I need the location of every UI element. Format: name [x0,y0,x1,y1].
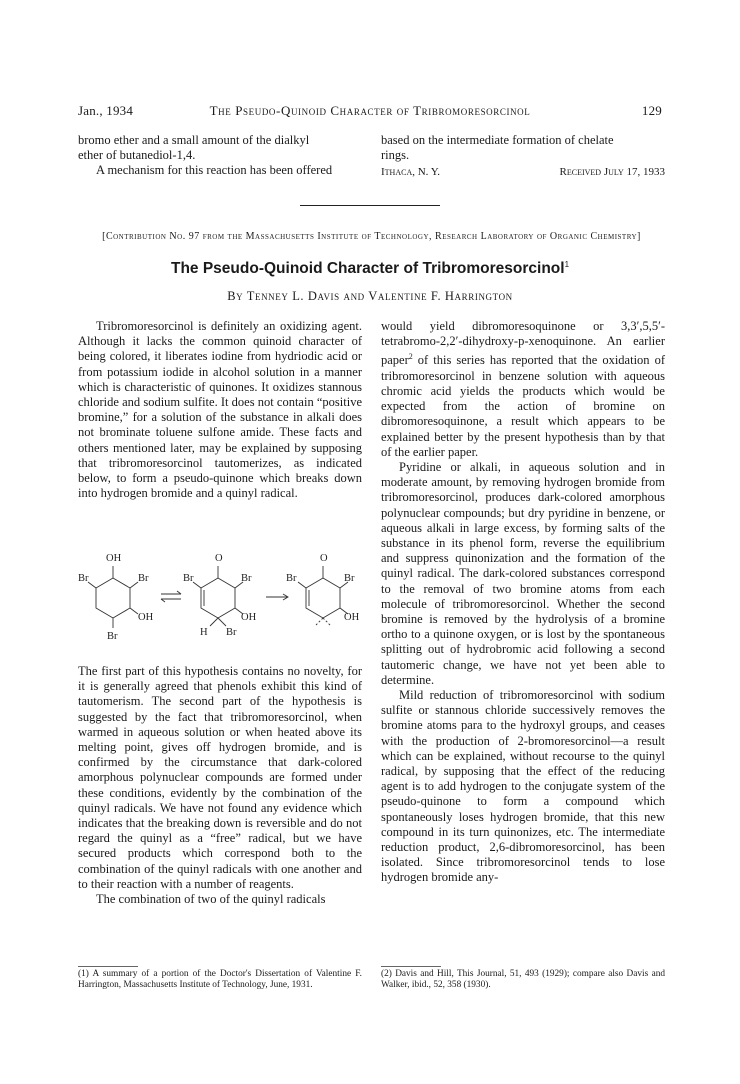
tautomerism-reaction-scheme [78,548,362,658]
right-column [381,319,665,886]
right-paragraph-1 [381,319,665,460]
dateline-place: Ithaca, N. Y. [381,166,441,179]
left-paragraph-1: Tribromoresorcinol is definitely an oxidizing agent. Although it lacks the common quinoid character of being colored, it liberates iodine from hydriodic acid or from potassium iodide in alcohol solution in a manner which is characteristic of quinones. It oxidizes stannous chloride and sodium sulfite. It does not contain “positive bromine,” for a solution of the substance in alkali does not brominate toluene sulfone amide. These facts and others mentioned later, may be explained by supposing that tribromoresorcinol tautomerizes, as indicated below, to form a pseudo-quinone which breaks down into hydrogen bromide and a quinyl radical. [78,319,362,501]
prev-left-line2: ether of butanediol-1,4. [78,148,196,163]
s2-h: H [200,627,208,638]
prev-right-line2: rings. [381,148,410,163]
right-p1-start: would yield dibromoresoquinone or 3,3′,5,5′-tetrabromo-2,2′-dihydroxy-p-xenoquinone. An earlier paper [381,319,665,368]
s3-o-top: O [320,553,328,564]
article-title-text: The Pseudo-Quinoid Character of Tribromoresorcinol [170,260,565,278]
equilibrium-arrow [161,591,181,602]
left-column-p1 [78,319,362,501]
prev-right-line1: based on the intermediate formation of chelate [381,133,614,147]
dateline-received: Received July 17, 1933 [559,166,665,179]
contribution-note: [Contribution No. 97 from the Massachusetts Institute of Technology, Research Laboratory of Organic Chemistry] [102,231,641,242]
footnote-2-mark: 2 [408,352,413,362]
previous-article-right [381,133,665,179]
header-page-number: 129 [641,103,662,118]
footnote-2: (2) Davis and Hill, This Journal, 51, 493 (1929); compare also Davis and Walker, ibid., 52, 358 (1930). [381,969,665,991]
footnote-1: (1) A summary of a portion of the Doctor's Dissertation of Valentine F. Harrington, Massachusetts Institute of Technology, June, 1931. [78,969,362,991]
s2-o-top: O [215,553,223,564]
header-running-title: The Pseudo-Quinoid Character of Tribromoresorcinol [209,103,531,118]
left-paragraph-3: The combination of two of the quinyl radicals [96,892,326,907]
s2-oh: OH [241,612,257,623]
reaction-arrow [266,594,288,600]
s1-br-bottom: Br [107,631,118,642]
prev-left-line3: A mechanism for this reaction has been offered [96,163,333,178]
s2-br-bottom: Br [226,627,237,638]
right-p1-rest: of this series has reported that the oxidation of tribromoresorcinol in benzene solution with aqueous chromic acid yields the products which would be expected from the action of bromine on dibromoresoquinone, a result which appears to be explained better by the present hypothesis than by that of the earlier paper. [381,353,665,459]
footnote-rule-right [381,966,441,967]
s1-oh-top: OH [106,553,122,564]
s1-oh: OH [138,612,154,623]
s2-br-right: Br [241,573,252,584]
right-paragraph-2: Pyridine or alkali, in aqueous solution and in moderate amount, by removing hydrogen bromide from tribromoresorcinol, produces dark-colored amorphous polynuclear compounds; but dry pyridine in benzene, or aqueous alkali in large excess, by forming salts of the substance in its phenol form, reverse the equilibrium and suppress quinonization and the formation of the quinyl radical. The dark-colored substances correspond to the removal of two bromine atoms from each molecule of tribromoresorcinol. Whether the second bromine is removed by the hydrolysis of a bromine ortho to a quinone oxygen, or is lost by the spontaneous splitting out of hydrobromic acid following a second tautomeric change, we have not yet been able to determine. [381,459,665,687]
right-paragraph-3: Mild reduction of tribromoresorcinol with sodium sulfite or stannous chloride successively removes the bromine atoms para to the hydroxyl groups, and ceases with the production of 2-bromoresorcinol—a result which can be explained, without recourse to the quinyl radical, by supposing that the effect of the reducing agent is to add hydrogen to the conjugate system of the pseudo-quinone to form a compound which spontaneously loses hydrogen bromide, that this new compound in its turn quinonizes, etc. The intermediate reduction product, 2,6-dibromoresorcinol, has been isolated. Since tribromoresorcinol tends to lose hydrogen bromide any- [381,688,665,885]
s3-br-right: Br [344,573,355,584]
previous-article-left [78,133,362,179]
prev-left-line1: bromo ether and a small amount of the dialkyl [78,133,310,147]
left-column-p2 [78,664,362,907]
left-paragraph-2: The first part of this hypothesis contains no novelty, for it is generally agreed that phenols exhibit this kind of tautomerism. The second part of the hypothesis is suggested by the fact that tribromoresorcinol, when warmed in aqueous solution or when heated above its melting point, gives off hydrogen bromide, and is confirmed by the circumstance that dark-colored amorphous polynuclear compounds are formed under these conditions, evidently by the combination of the quinyl radicals. We have not found any evidence which indicates that the breaking down is reversible and do not regard the quinyl as a “free” radical, but we have secured products which correspond both to the combination of the quinyl radicals with one another and to their reaction with a number of reagents. [78,664,362,891]
s3-oh: OH [344,612,360,623]
footnote-rule-left [78,966,138,967]
article-title [0,260,740,278]
s1-br-right: Br [138,573,149,584]
s2-br-left: Br [183,573,194,584]
article-authors: By Tenney L. Davis and Valentine F. Harrington [227,289,513,303]
s3-br-left: Br [286,573,297,584]
title-footnote-mark: 1 [564,260,570,269]
header-date: Jan., 1934 [78,103,134,118]
tribromoresorcinol-structure [88,566,138,628]
pseudo-quinone-structure [193,566,243,626]
section-rule [300,205,440,206]
dateline [381,163,665,179]
s1-br-left: Br [78,573,89,584]
quinyl-radical-structure [298,566,348,625]
